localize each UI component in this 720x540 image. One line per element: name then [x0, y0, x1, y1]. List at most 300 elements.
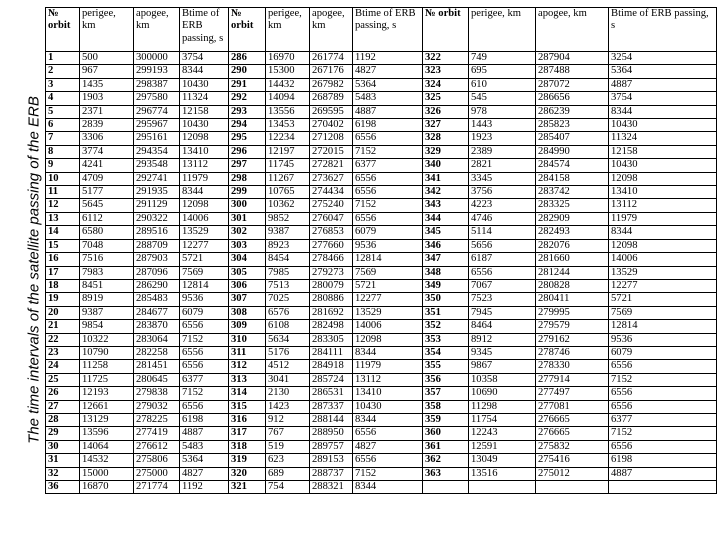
cell-orbit: 317	[229, 427, 266, 440]
cell-orbit: 25	[46, 373, 80, 386]
cell-time: 4887	[609, 78, 717, 91]
table-row	[46, 387, 717, 400]
cell-apogee: 288737	[310, 467, 353, 480]
cell-apogee: 288950	[310, 427, 353, 440]
table-row	[46, 239, 717, 252]
cell-orbit: 302	[229, 226, 266, 239]
cell-orbit: 303	[229, 239, 266, 252]
cell-apogee: 284918	[310, 360, 353, 373]
cell-perigee: 7067	[469, 279, 536, 292]
cell-time: 1192	[180, 481, 229, 494]
cell-apogee: 282258	[134, 346, 180, 359]
cell-orbit: 300	[229, 199, 266, 212]
cell-orbit: 9	[46, 159, 80, 172]
cell-orbit: 358	[423, 400, 469, 413]
cell-time: 10430	[609, 159, 717, 172]
cell-perigee: 7048	[80, 239, 134, 252]
cell-orbit: 295	[229, 132, 266, 145]
cell-apogee: 291129	[134, 199, 180, 212]
side-title	[22, 0, 46, 540]
cell-time: 12277	[609, 279, 717, 292]
table-row	[46, 226, 717, 239]
cell-apogee: 261774	[310, 52, 353, 65]
cell-perigee: 2130	[266, 387, 310, 400]
header-perigee-3: perigee, km	[469, 8, 536, 52]
header-orbit-3: № orbit	[423, 8, 469, 52]
cell-perigee: 9387	[80, 306, 134, 319]
cell-orbit: 292	[229, 92, 266, 105]
cell-apogee: 280828	[536, 279, 609, 292]
cell-apogee: 275000	[134, 467, 180, 480]
cell-time: 12277	[353, 293, 423, 306]
cell-orbit: 286	[229, 52, 266, 65]
cell-perigee: 6580	[80, 226, 134, 239]
cell-perigee: 13516	[469, 467, 536, 480]
cell-time: 7569	[353, 266, 423, 279]
cell-perigee: 967	[80, 65, 134, 78]
cell-orbit: 20	[46, 306, 80, 319]
cell-apogee: 276665	[536, 413, 609, 426]
cell-time: 6556	[609, 440, 717, 453]
cell-time: 7152	[353, 467, 423, 480]
cell-time: 3254	[609, 52, 717, 65]
cell-time: 11324	[609, 132, 717, 145]
cell-orbit: 301	[229, 212, 266, 225]
cell-perigee: 11754	[469, 413, 536, 426]
cell-perigee: 623	[266, 454, 310, 467]
table-row	[46, 427, 717, 440]
cell-perigee: 689	[266, 467, 310, 480]
cell-time: 9536	[180, 293, 229, 306]
cell-perigee: 14064	[80, 440, 134, 453]
cell-perigee: 767	[266, 427, 310, 440]
cell-time: 4887	[609, 467, 717, 480]
table-row	[46, 266, 717, 279]
cell-apogee: 281692	[310, 306, 353, 319]
cell-time: 13410	[609, 186, 717, 199]
cell-orbit: 359	[423, 413, 469, 426]
cell-apogee	[536, 481, 609, 494]
cell-perigee: 15300	[266, 65, 310, 78]
cell-apogee: 279579	[536, 320, 609, 333]
cell-time: 6556	[609, 400, 717, 413]
cell-perigee: 12234	[266, 132, 310, 145]
cell-time: 13529	[609, 266, 717, 279]
cell-time: 8344	[353, 346, 423, 359]
cell-orbit: 348	[423, 266, 469, 279]
cell-time: 4827	[353, 65, 423, 78]
cell-perigee: 500	[80, 52, 134, 65]
cell-orbit: 362	[423, 454, 469, 467]
cell-apogee: 274434	[310, 186, 353, 199]
cell-perigee: 2389	[469, 145, 536, 158]
table-row	[46, 360, 717, 373]
cell-apogee: 278466	[310, 253, 353, 266]
cell-apogee: 285483	[134, 293, 180, 306]
cell-perigee: 749	[469, 52, 536, 65]
cell-perigee: 3041	[266, 373, 310, 386]
cell-orbit: 296	[229, 145, 266, 158]
cell-apogee: 286656	[536, 92, 609, 105]
cell-orbit: 340	[423, 159, 469, 172]
cell-orbit: 344	[423, 212, 469, 225]
cell-apogee: 295161	[134, 132, 180, 145]
header-apogee-3: apogee, km	[536, 8, 609, 52]
cell-orbit: 26	[46, 387, 80, 400]
cell-perigee: 6112	[80, 212, 134, 225]
cell-time: 11979	[180, 172, 229, 185]
cell-apogee: 281660	[536, 253, 609, 266]
cell-perigee: 9867	[469, 360, 536, 373]
cell-apogee: 289757	[310, 440, 353, 453]
cell-perigee: 6108	[266, 320, 310, 333]
cell-apogee: 289516	[134, 226, 180, 239]
cell-apogee: 267176	[310, 65, 353, 78]
cell-perigee: 7945	[469, 306, 536, 319]
cell-orbit: 3	[46, 78, 80, 91]
cell-time: 14006	[353, 320, 423, 333]
cell-orbit: 354	[423, 346, 469, 359]
cell-orbit: 21	[46, 320, 80, 333]
cell-time: 8344	[609, 105, 717, 118]
cell-perigee: 6556	[469, 266, 536, 279]
cell-orbit: 15	[46, 239, 80, 252]
cell-time: 13112	[180, 159, 229, 172]
cell-perigee: 7025	[266, 293, 310, 306]
cell-time: 14006	[609, 253, 717, 266]
cell-perigee: 11745	[266, 159, 310, 172]
cell-apogee: 280645	[134, 373, 180, 386]
cell-perigee: 5634	[266, 333, 310, 346]
table-row	[46, 454, 717, 467]
cell-orbit: 346	[423, 239, 469, 252]
cell-perigee: 4223	[469, 199, 536, 212]
cell-perigee: 12591	[469, 440, 536, 453]
table-row	[46, 52, 717, 65]
cell-perigee: 3345	[469, 172, 536, 185]
cell-orbit: 30	[46, 440, 80, 453]
cell-orbit: 12	[46, 199, 80, 212]
cell-time: 10430	[180, 78, 229, 91]
cell-perigee: 11258	[80, 360, 134, 373]
cell-orbit: 1	[46, 52, 80, 65]
cell-time: 12098	[353, 333, 423, 346]
cell-perigee: 13453	[266, 119, 310, 132]
cell-apogee: 282498	[310, 320, 353, 333]
cell-perigee: 754	[266, 481, 310, 494]
header-perigee-2: perigee, km	[266, 8, 310, 52]
cell-orbit: 326	[423, 105, 469, 118]
cell-time: 6556	[180, 346, 229, 359]
header-time-1: Вtime of ERB passing, s	[180, 8, 229, 52]
cell-time: 5364	[353, 78, 423, 91]
cell-apogee: 296774	[134, 105, 180, 118]
cell-time: 7152	[609, 373, 717, 386]
cell-apogee: 268789	[310, 92, 353, 105]
cell-perigee: 1903	[80, 92, 134, 105]
cell-apogee: 272015	[310, 145, 353, 158]
cell-orbit: 24	[46, 360, 80, 373]
cell-perigee: 1923	[469, 132, 536, 145]
cell-time: 3754	[609, 92, 717, 105]
cell-orbit: 311	[229, 346, 266, 359]
cell-apogee: 290322	[134, 212, 180, 225]
cell-perigee: 5114	[469, 226, 536, 239]
cell-apogee: 287903	[134, 253, 180, 266]
cell-time: 5721	[180, 253, 229, 266]
cell-orbit: 363	[423, 467, 469, 480]
cell-perigee: 912	[266, 413, 310, 426]
cell-orbit: 316	[229, 413, 266, 426]
cell-perigee: 3774	[80, 145, 134, 158]
cell-apogee: 278746	[536, 346, 609, 359]
cell-perigee: 9852	[266, 212, 310, 225]
cell-apogee: 279273	[310, 266, 353, 279]
cell-apogee: 287488	[536, 65, 609, 78]
cell-apogee: 287337	[310, 400, 353, 413]
cell-orbit: 32	[46, 467, 80, 480]
cell-orbit: 308	[229, 306, 266, 319]
cell-time: 7152	[353, 145, 423, 158]
cell-perigee: 7523	[469, 293, 536, 306]
cell-apogee: 267982	[310, 78, 353, 91]
cell-orbit: 319	[229, 454, 266, 467]
header-row	[46, 8, 717, 52]
table-row	[46, 413, 717, 426]
cell-apogee: 288144	[310, 413, 353, 426]
cell-apogee: 273627	[310, 172, 353, 185]
cell-time: 13112	[353, 373, 423, 386]
cell-apogee: 283305	[310, 333, 353, 346]
cell-orbit: 18	[46, 279, 80, 292]
cell-time: 5364	[180, 454, 229, 467]
cell-apogee: 297580	[134, 92, 180, 105]
cell-apogee: 275240	[310, 199, 353, 212]
cell-orbit: 17	[46, 266, 80, 279]
cell-orbit: 353	[423, 333, 469, 346]
cell-orbit: 293	[229, 105, 266, 118]
cell-perigee: 5176	[266, 346, 310, 359]
cell-apogee: 291935	[134, 186, 180, 199]
cell-orbit: 327	[423, 119, 469, 132]
cell-perigee: 7516	[80, 253, 134, 266]
cell-perigee: 13049	[469, 454, 536, 467]
cell-orbit: 318	[229, 440, 266, 453]
cell-apogee: 292741	[134, 172, 180, 185]
table-row	[46, 306, 717, 319]
cell-apogee: 288709	[134, 239, 180, 252]
cell-time	[609, 481, 717, 494]
cell-perigee: 519	[266, 440, 310, 453]
cell-perigee: 3306	[80, 132, 134, 145]
cell-orbit: 329	[423, 145, 469, 158]
cell-apogee: 299193	[134, 65, 180, 78]
cell-apogee: 280886	[310, 293, 353, 306]
cell-perigee: 3756	[469, 186, 536, 199]
cell-orbit: 36	[46, 481, 80, 494]
cell-perigee: 5656	[469, 239, 536, 252]
cell-apogee: 295967	[134, 119, 180, 132]
cell-perigee: 5645	[80, 199, 134, 212]
cell-apogee: 282909	[536, 212, 609, 225]
cell-perigee: 7985	[266, 266, 310, 279]
cell-time: 7569	[609, 306, 717, 319]
cell-orbit: 356	[423, 373, 469, 386]
cell-orbit: 13	[46, 212, 80, 225]
cell-apogee: 277660	[310, 239, 353, 252]
table-row	[46, 467, 717, 480]
table-row	[46, 212, 717, 225]
table-row	[46, 320, 717, 333]
cell-time: 6377	[180, 373, 229, 386]
header-orbit-2: № orbit	[229, 8, 266, 52]
cell-perigee: 5177	[80, 186, 134, 199]
cell-orbit: 357	[423, 387, 469, 400]
cell-time: 9536	[609, 333, 717, 346]
table-row	[46, 400, 717, 413]
table-row	[46, 333, 717, 346]
cell-orbit: 347	[423, 253, 469, 266]
cell-time: 12814	[609, 320, 717, 333]
cell-time: 12277	[180, 239, 229, 252]
cell-time: 6079	[180, 306, 229, 319]
cell-time: 6079	[609, 346, 717, 359]
cell-orbit: 305	[229, 266, 266, 279]
cell-orbit: 325	[423, 92, 469, 105]
cell-orbit: 2	[46, 65, 80, 78]
cell-orbit: 16	[46, 253, 80, 266]
cell-apogee: 286531	[310, 387, 353, 400]
cell-apogee: 269595	[310, 105, 353, 118]
cell-orbit: 23	[46, 346, 80, 359]
cell-time: 6556	[609, 387, 717, 400]
cell-apogee: 271208	[310, 132, 353, 145]
cell-perigee: 10790	[80, 346, 134, 359]
cell-time: 12814	[180, 279, 229, 292]
cell-orbit: 14	[46, 226, 80, 239]
cell-time: 13410	[180, 145, 229, 158]
cell-apogee: 285823	[536, 119, 609, 132]
cell-time: 8344	[180, 65, 229, 78]
cell-orbit: 298	[229, 172, 266, 185]
cell-time: 3754	[180, 52, 229, 65]
cell-apogee: 284990	[536, 145, 609, 158]
cell-perigee: 8454	[266, 253, 310, 266]
cell-perigee: 11267	[266, 172, 310, 185]
cell-apogee: 298387	[134, 78, 180, 91]
cell-apogee: 283064	[134, 333, 180, 346]
cell-orbit: 323	[423, 65, 469, 78]
cell-time: 5364	[609, 65, 717, 78]
cell-perigee: 2821	[469, 159, 536, 172]
header-apogee-1: apogee, km	[134, 8, 180, 52]
cell-perigee: 2371	[80, 105, 134, 118]
cell-time: 12158	[609, 145, 717, 158]
cell-time: 6556	[353, 427, 423, 440]
cell-time: 6556	[609, 360, 717, 373]
cell-perigee: 4746	[469, 212, 536, 225]
cell-time: 4827	[353, 440, 423, 453]
cell-apogee: 275806	[134, 454, 180, 467]
cell-perigee: 8912	[469, 333, 536, 346]
cell-time: 6556	[180, 360, 229, 373]
cell-apogee: 287096	[134, 266, 180, 279]
cell-apogee: 278330	[536, 360, 609, 373]
cell-time: 6556	[180, 320, 229, 333]
cell-time: 8344	[609, 226, 717, 239]
table-row	[46, 78, 717, 91]
cell-time: 10430	[180, 119, 229, 132]
cell-orbit: 306	[229, 279, 266, 292]
cell-apogee: 277419	[134, 427, 180, 440]
table-row	[46, 159, 717, 172]
cell-orbit: 290	[229, 65, 266, 78]
cell-orbit: 309	[229, 320, 266, 333]
cell-apogee: 300000	[134, 52, 180, 65]
cell-orbit: 5	[46, 105, 80, 118]
cell-perigee: 8464	[469, 320, 536, 333]
cell-apogee: 275416	[536, 454, 609, 467]
table-row	[46, 346, 717, 359]
cell-orbit: 345	[423, 226, 469, 239]
cell-apogee: 287072	[536, 78, 609, 91]
table-row	[46, 119, 717, 132]
cell-time: 13529	[353, 306, 423, 319]
cell-perigee: 545	[469, 92, 536, 105]
cell-apogee: 279162	[536, 333, 609, 346]
cell-time: 6198	[609, 454, 717, 467]
table-row	[46, 440, 717, 453]
cell-time: 7569	[180, 266, 229, 279]
cell-time: 4887	[353, 105, 423, 118]
header-apogee-2: apogee, km	[310, 8, 353, 52]
cell-apogee: 285724	[310, 373, 353, 386]
table-row	[46, 105, 717, 118]
cell-perigee: 13556	[266, 105, 310, 118]
cell-orbit: 304	[229, 253, 266, 266]
cell-orbit: 341	[423, 172, 469, 185]
cell-orbit: 315	[229, 400, 266, 413]
side-title-text: The time intervals of the satellite passing of the ERB	[25, 96, 43, 444]
header-time-3: Вtime of ERB passing, s	[609, 8, 717, 52]
cell-perigee: 15000	[80, 467, 134, 480]
cell-orbit: 31	[46, 454, 80, 467]
cell-time: 6079	[353, 226, 423, 239]
table-row	[46, 481, 717, 494]
table-row	[46, 373, 717, 386]
cell-orbit: 8	[46, 145, 80, 158]
cell-apogee: 277497	[536, 387, 609, 400]
cell-apogee: 275832	[536, 440, 609, 453]
cell-apogee: 283325	[536, 199, 609, 212]
cell-apogee: 284158	[536, 172, 609, 185]
cell-orbit: 312	[229, 360, 266, 373]
cell-apogee: 276047	[310, 212, 353, 225]
cell-orbit: 355	[423, 360, 469, 373]
cell-apogee: 280079	[310, 279, 353, 292]
cell-perigee: 16870	[80, 481, 134, 494]
cell-perigee: 13129	[80, 413, 134, 426]
cell-apogee: 293548	[134, 159, 180, 172]
cell-orbit: 294	[229, 119, 266, 132]
cell-time: 13112	[609, 199, 717, 212]
cell-orbit: 297	[229, 159, 266, 172]
cell-orbit: 342	[423, 186, 469, 199]
cell-time: 7152	[180, 333, 229, 346]
table-row	[46, 186, 717, 199]
cell-perigee: 14432	[266, 78, 310, 91]
cell-apogee: 282493	[536, 226, 609, 239]
